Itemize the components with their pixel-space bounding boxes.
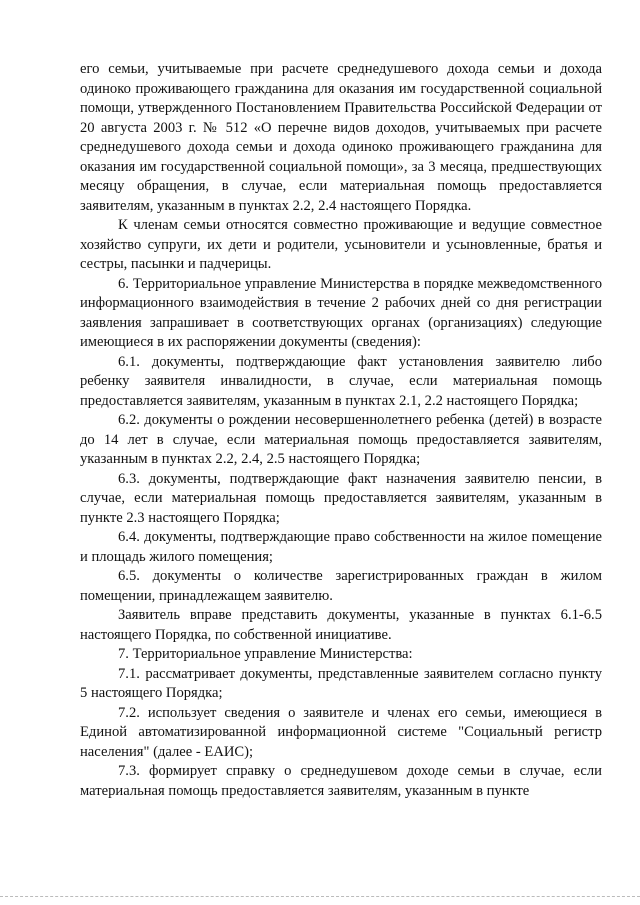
paragraph-item-6-1: 6.1. документы, подтверждающие факт установления заявителю либо ребенку заявителя инвалидности, в случае, если материальная помощь предоставляется заявителям, указанным в пунктах 2.1, 2.2 настоящего Порядка; <box>80 353 602 409</box>
paragraph-item-6-4: 6.4. документы, подтверждающие право собственности на жилое помещение и площадь жилого помещения; <box>80 529 602 565</box>
paragraph-item-7: 7. Территориальное управление Министерства: <box>118 646 413 662</box>
document-page <box>80 60 602 801</box>
paragraph-applicant-right: Заявитель вправе представить документы, указанные в пунктах 6.1-6.5 настоящего Порядка, по собственной инициативе. <box>80 607 602 643</box>
paragraph-item-7-1: 7.1. рассматривает документы, представленные заявителем согласно пункту 5 настоящего Порядка; <box>80 665 602 701</box>
paragraph-item-7-3: 7.3. формирует справку о среднедушевом доходе семьи в случае, если материальная помощь предоставляется заявителям, указанным в пункте <box>80 763 602 799</box>
paragraph-income-continuation: его семьи, учитываемые при расчете среднедушевого дохода семьи и дохода одиноко проживающего гражданина для оказания им государственной социальной помощи, утвержденного Постановлением Правительства Российской Федерации от 20 августа 2003 г. № 512 «О перечне видов доходов, учитываемых при расчете среднедушевого дохода семьи и дохода одиноко проживающего гражданина для оказания им государственной социальной помощи», за 3 месяца, предшествующих месяцу обращения, в случае, если материальная помощь предоставляется заявителям, указанным в пунктах 2.2, 2.4 настоящего Порядка. <box>80 61 602 214</box>
paragraph-item-7-2: 7.2. использует сведения о заявителе и членах его семьи, имеющиеся в Единой автоматизированной информационной системе "Социальный регистр населения" (далее - ЕАИС); <box>80 704 602 760</box>
paragraph-family-members: К членам семьи относятся совместно проживающие и ведущие совместное хозяйство супруги, их дети и родители, усыновители и усыновленные, братья и сестры, пасынки и падчерицы. <box>80 217 602 272</box>
paragraph-item-6-5: 6.5. документы о количестве зарегистрированных граждан в жилом помещении, принадлежащем заявителю. <box>80 568 602 604</box>
paragraph-item-6-2: 6.2. документы о рождении несовершеннолетнего ребенка (детей) в возрасте до 14 лет в случае, если материальная помощь предоставляется заявителям, указанным в пунктах 2.2, 2.4, 2.5 настоящего Порядка; <box>80 412 602 467</box>
paragraph-item-6-3: 6.3. документы, подтверждающие факт назначения заявителю пенсии, в случае, если материальная помощь предоставляется заявителям, указанным в пункте 2.3 настоящего Порядка; <box>80 470 602 526</box>
page-bottom-edge <box>0 896 640 898</box>
paragraph-item-6: 6. Территориальное управление Министерства в порядке межведомственного информационного взаимодействия в течение 2 рабочих дней со дня регистрации заявления запрашивает в соответствующих органах (организациях) следующие имеющиеся в их распоряжении документы (сведения): <box>80 275 602 350</box>
